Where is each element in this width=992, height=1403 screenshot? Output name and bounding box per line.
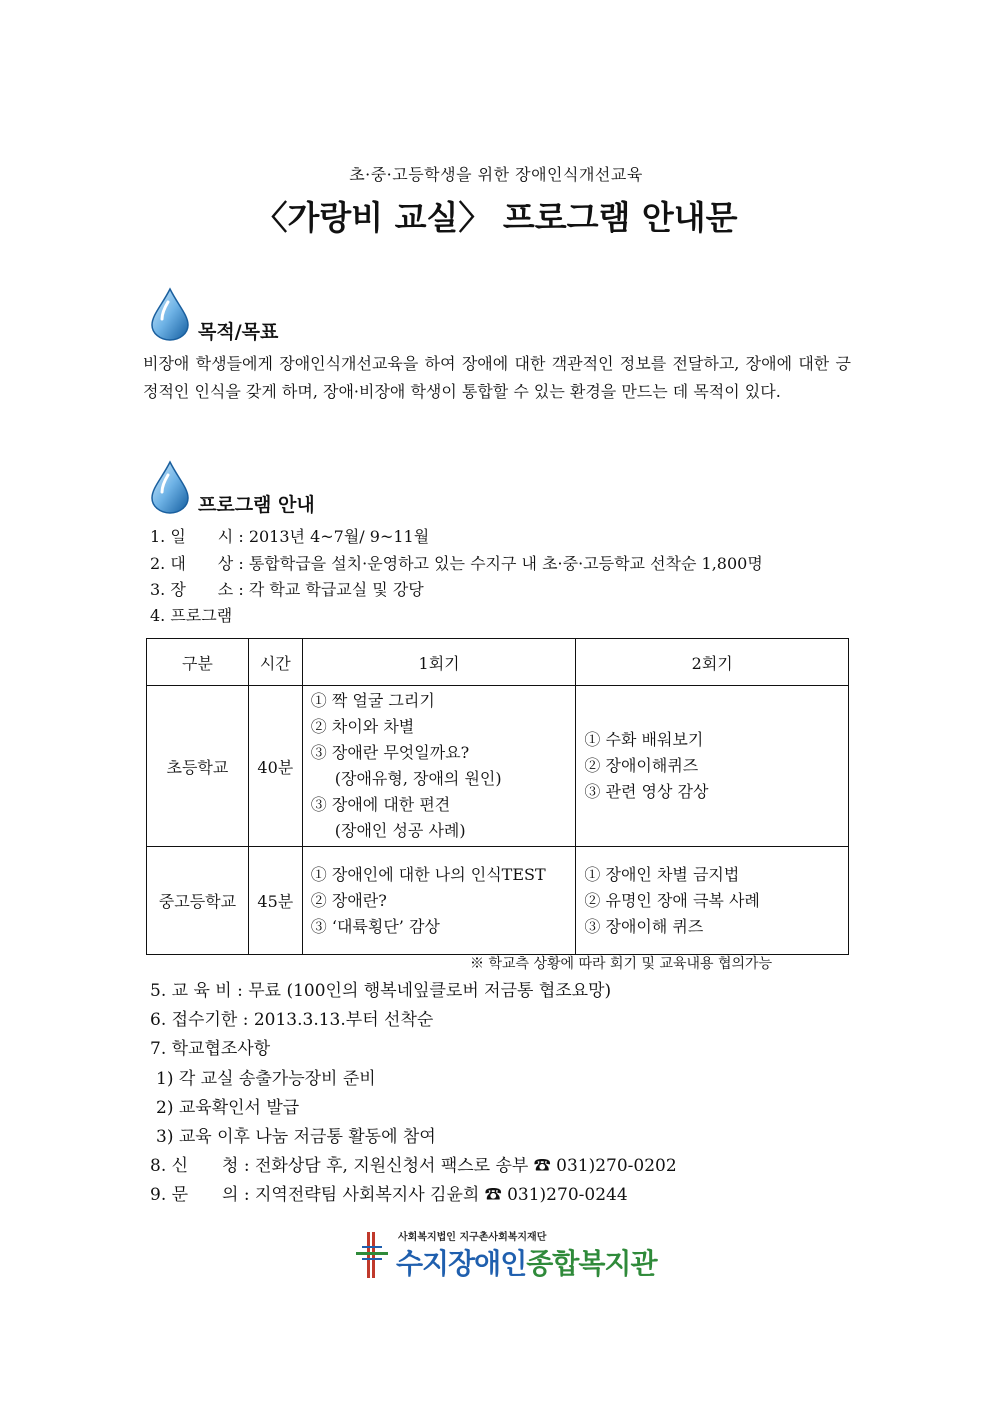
list-item: ③ ‘대륙횡단’ 감상 (310, 916, 440, 936)
table-row (147, 686, 849, 847)
purpose-text: 비장애 학생들에게 장애인식개선교육을 하여 장애에 대한 객관적인 정보를 전달하고, 장애에 대한 긍정적인 인식을 갖게 하며, 장애·비장애 학생이 통합할 수 있는 환경을 만드는 데 목적이 있다. (143, 354, 851, 401)
list-item: ① 짝 얼굴 그리기 (310, 691, 435, 710)
info-fee: 5. 교 육 비 : 무료 (100인의 행복네잎클로버 저금통 협조요망) (150, 981, 612, 1001)
purpose-heading: 목적/목표 (198, 321, 279, 343)
info-cooperation: 7. 학교협조사항 (150, 1039, 271, 1059)
info-target: 2. 대 상 : 통합학급을 설치·운영하고 있는 수지구 내 초·중·고등학교 선착순 1,800명 (150, 554, 763, 573)
list-item: ③ 관련 영상 감상 (584, 782, 709, 801)
list-item: ① 수화 배워보기 (584, 730, 704, 749)
title-rest: 프로그램 안내문 (491, 198, 738, 237)
water-drop-icon (150, 287, 190, 341)
program-heading: 프로그램 안내 (198, 494, 315, 516)
info-deadline: 6. 접수기한 : 2013.3.13.부터 선착순 (150, 1010, 434, 1030)
list-item: (장애인 성공 사례) (334, 821, 466, 840)
info-date: 1. 일 시 : 2013년 4~7월/ 9~11월 (150, 527, 430, 546)
logo-emblem-icon (350, 1230, 394, 1280)
info-program: 4. 프로그램 (150, 606, 233, 625)
list-item: (장애유형, 장애의 원인) (334, 769, 502, 788)
row-session2 (576, 847, 849, 955)
page-title (0, 192, 992, 239)
row-session1 (302, 686, 576, 847)
logo-name-part1: 수지장애인 (396, 1247, 527, 1280)
table-header: 구분 (147, 639, 249, 686)
list-item: ① 장애인 차별 금지법 (584, 864, 740, 884)
info-apply: 8. 신 청 : 전화상담 후, 지원신청서 팩스로 송부 ☎ 031)270-0202 (150, 1156, 677, 1176)
water-drop-icon (150, 460, 190, 514)
row-time: 45분 (248, 847, 302, 955)
list-item: ③ 장애이해 퀴즈 (584, 916, 704, 936)
logo-foundation-name: 사회복지법인 지구촌사회복지재단 (398, 1232, 547, 1243)
list-item: ② 유명인 장애 극복 사례 (584, 890, 760, 910)
list-item: ③ 장애에 대한 편견 (310, 795, 451, 814)
table-header-row (147, 639, 849, 686)
row-session1 (302, 847, 576, 955)
table-row (147, 847, 849, 955)
table-header: 시간 (248, 639, 302, 686)
info-place: 3. 장 소 : 각 학교 학급교실 및 강당 (150, 580, 424, 599)
row-group: 중고등학교 (147, 847, 249, 955)
list-item: ③ 장애란 무엇일까요? (310, 743, 470, 762)
subtitle: 초·중·고등학생을 위한 장애인식개선교육 (349, 165, 643, 184)
cooperation-item: 1) 각 교실 송출가능장비 준비 (156, 1069, 376, 1089)
table-header: 2회기 (576, 639, 849, 686)
list-item: ② 차이와 차별 (310, 717, 415, 736)
table-note: ※ 학교측 상황에 따라 회기 및 교육내용 협의가능 (470, 956, 773, 972)
cooperation-item: 2) 교육확인서 발급 (156, 1098, 300, 1118)
cooperation-item: 3) 교육 이후 나눔 저금통 활동에 참여 (156, 1127, 436, 1147)
table-header: 1회기 (302, 639, 576, 686)
organization-logo (350, 1226, 657, 1286)
row-group: 초등학교 (147, 686, 249, 847)
program-table (146, 638, 849, 955)
list-item: ① 장애인에 대한 나의 인식TEST (310, 864, 546, 884)
list-item: ② 장애이해퀴즈 (584, 756, 699, 775)
title-program-name: 〈가랑비 교실〉 (254, 198, 492, 237)
row-time: 40분 (248, 686, 302, 847)
logo-name-part2: 종합복지관 (526, 1247, 657, 1280)
info-contact: 9. 문 의 : 지역전략팀 사회복지사 김윤희 ☎ 031)270-0244 (150, 1185, 628, 1205)
row-session2 (576, 686, 849, 847)
list-item: ② 장애란? (310, 890, 387, 910)
logo-center-name (396, 1242, 657, 1282)
